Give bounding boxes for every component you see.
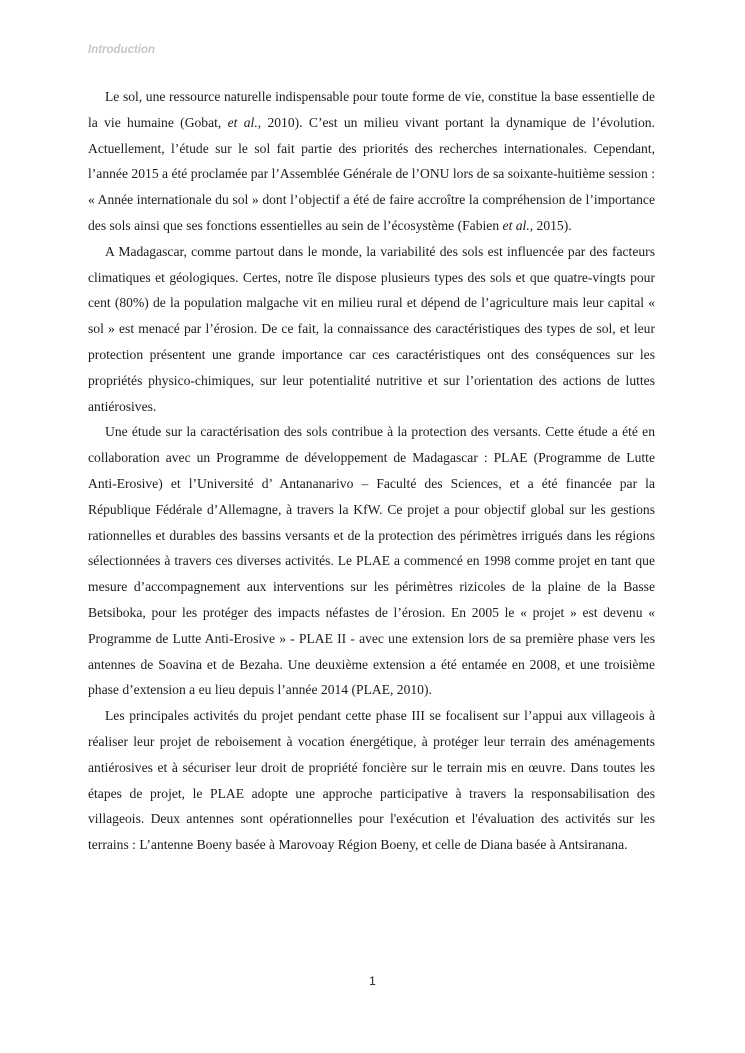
text-run-italic: et al., bbox=[227, 114, 262, 130]
paragraph-1 bbox=[88, 84, 655, 239]
running-header: Introduction bbox=[88, 44, 156, 56]
text-run: 2015). bbox=[533, 217, 572, 233]
text-run-italic: et al., bbox=[502, 217, 534, 233]
text-run: 2010). C’est un milieu vivant portant la dynamique de l’évolution. Actuellement, l’étude sur le sol fait partie des priorités des recherches internationales. Cependant, l’année 2015 a été proclamée par l’Assemblée Générale de l’ONU lors de sa soixante-huitième session : « Année internationale du sol » dont l’objectif a été de faire accroître la compréhension de l’importance des sols ainsi que ses fonctions essentielles au sein de l’écosystème (Fabien bbox=[88, 114, 655, 233]
paragraph-3 bbox=[88, 419, 655, 703]
text-run: Une étude sur la caractérisation des sols contribue à la protection des versants. Cette étude a été en collaboration avec un Programme de développement de Madagascar : PLAE (Programme de Lutte Anti-Erosive) et l’Université d’ Antananarivo – Faculté des Sciences, et a été financée par la République Fédérale d’Allemagne, à travers la KfW. Ce projet a pour objectif global sur les gestions rationnelles et durables des bassins versants et de la protection des périmètres irrigués dans les régions sélectionnées à travers ces diverses activités. Le PLAE a commencé en 1998 comme projet en tant que mesure d’accompagnement aux interventions sur les périmètres rizicoles de la plaine de la Basse Betsiboka, pour les protéger des impacts néfastes de l’érosion. En 2005 le « projet » est devenu « Programme de Lutte Anti-Erosive » - PLAE II - avec une extension lors de sa première phase vers les antennes de Soavina et de Bezaha. Une deuxième extension a été entamée en 2008, et une troisième phase d’extension a eu lieu depuis l’année 2014 (PLAE, 2010). bbox=[88, 424, 655, 698]
paragraph-2 bbox=[88, 239, 655, 420]
text-run: Les principales activités du projet pendant cette phase III se focalisent sur l’appui aux villageois à réaliser leur projet de reboisement à vocation énergétique, à protéger leur terrain des aménagements antiérosives et à sécuriser leur droit de propriété foncière sur le terrain mis en œuvre. Dans toutes les étapes de projet, le PLAE adopte une approche participative à travers la responsabilisation des villageois. Deux antennes sont opérationnelles pour l'exécution et l'évaluation des activités sur les terrains : L’antenne Boeny basée à Marovoay Région Boeny, et celle de Diana basée à Antsiranana. bbox=[88, 708, 655, 853]
paragraph-4 bbox=[88, 703, 655, 858]
text-run: Le sol, une ressource naturelle indispensable pour toute forme de vie, constitue la base essentielle de la vie humaine (Gobat, bbox=[88, 89, 655, 130]
page-number: 1 bbox=[369, 974, 376, 988]
text-run: A Madagascar, comme partout dans le monde, la variabilité des sols est influencée par des facteurs climatiques et géologiques. Certes, notre île dispose plusieurs types des sols et que quatre-vingts pour cent (80%) de la population malgache vit en milieu rural et dépend de l’agriculture mais leur capital « sol » est menacé par l’érosion. De ce fait, la connaissance des caractéristiques des types de sol, et leur protection présentent une grande importance car ces caractéristiques ont des conséquences sur les propriétés physico-chimiques, sur leur potentialité nutritive et sur l’orientation des actions de luttes antiérosives. bbox=[88, 243, 655, 414]
body-text bbox=[88, 84, 655, 858]
